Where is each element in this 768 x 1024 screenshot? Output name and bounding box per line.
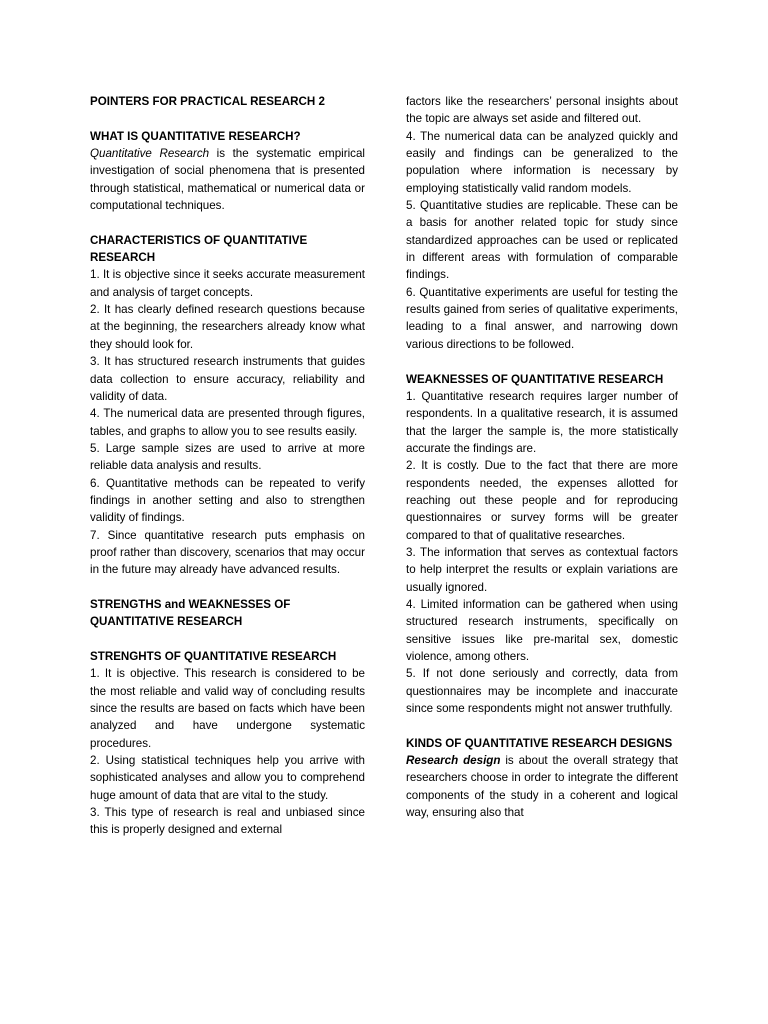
strength-item: 6. Quantitative experiments are useful for testing the results gained from series of qualitative experiments, leading to a final answer, and narrowing down various directions to be followed.	[406, 285, 678, 351]
research-design-paragraph	[406, 752, 678, 821]
characteristic-item: 7. Since quantitative research puts emphasis on proof rather than discovery, scenarios that may occur in the future may already have advanced results.	[90, 528, 365, 577]
characteristic-item: 2. It has clearly defined research questions because at the beginning, the researchers already know what they should look for.	[90, 303, 365, 351]
characteristic-item: 6. Quantitative methods can be repeated to verify findings in another setting and also to strengthen validity of findings.	[90, 476, 365, 525]
definition-text: is the systematic empirical investigation of social phenomena that is presented through statistical, mathematical or numerical data or computational techniques.	[90, 147, 365, 213]
characteristics-heading: CHARACTERISTICS OF QUANTITATIVE RESEARCH	[90, 233, 308, 265]
strengths-weaknesses-heading: STRENGTHS and WEAKNESSES OF QUANTITATIVE RESEARCH	[90, 597, 291, 629]
weakness-item: 5. If not done seriously and correctly, data from questionnaires may be incomplete and inaccurate since some respondents might not answer truthfully.	[406, 667, 678, 716]
weakness-item: 2. It is costly. Due to the fact that there are more respondents needed, the expenses allotted for reaching out these people and for reproducing questionnaires or survey forms will be greater compared to that of qualitative researches.	[406, 459, 678, 542]
strength-item: 4. The numerical data can be analyzed quickly and easily and findings can be generalized to the population where information is necessary by employing statistically valid random models.	[406, 129, 678, 195]
definition-paragraph	[90, 145, 365, 214]
strength-item-continued: factors like the researchers’ personal insights about the topic are always set aside and filtered out.	[406, 95, 678, 126]
characteristic-item: 1. It is objective since it seeks accurate measurement and analysis of target concepts.	[90, 268, 365, 299]
strength-item: 3. This type of research is real and unbiased since this is properly designed and external	[90, 806, 365, 837]
strength-item: 2. Using statistical techniques help you arrive with sophisticated analyses and allow you to comprehend huge amount of data that are vital to the study.	[90, 754, 365, 802]
strengths-heading: STRENGHTS OF QUANTITATIVE RESEARCH	[90, 650, 337, 663]
characteristic-item: 5. Large sample sizes are used to arrive at more reliable data analysis and results.	[90, 441, 365, 473]
characteristic-item: 3. It has structured research instruments that guides data collection to ensure accuracy, reliability and validity of data.	[90, 355, 365, 403]
characteristic-item: 4. The numerical data are presented through figures, tables, and graphs to allow you to see results easily.	[90, 407, 365, 438]
research-design-term: Research design	[406, 754, 501, 768]
left-column	[90, 93, 365, 839]
right-column	[406, 93, 678, 821]
strength-item: 5. Quantitative studies are replicable. These can be a basis for another related topic for study since standardized approaches can be used or replicated in different areas with formulation of comparable findings.	[406, 199, 678, 282]
weakness-item: 4. Limited information can be gathered when using structured research instruments, specifically on sensitive issues like pre-marital sex, domestic violence, among others.	[406, 597, 678, 663]
document-title: POINTERS FOR PRACTICAL RESEARCH 2	[90, 95, 325, 108]
weaknesses-heading: WEAKNESSES OF QUANTITATIVE RESEARCH	[406, 372, 664, 386]
strength-item: 1. It is objective. This research is considered to be the most reliable and valid way of concluding results since the results are based on facts which have been analyzed and have undergone systematic procedures.	[90, 667, 365, 750]
weakness-item: 1. Quantitative research requires larger number of respondents. In a qualitative research, it is assumed that the larger the sample is, the more statistically accurate the findings are.	[406, 389, 678, 455]
weakness-item: 3. The information that serves as contextual factors to help interpret the results or explain variations are usually ignored.	[406, 545, 678, 594]
research-design-text: is about the overall strategy that researchers choose in order to integrate the different components of the study in a coherent and logical way, ensuring also that	[406, 754, 678, 820]
kinds-heading: KINDS OF QUANTITATIVE RESEARCH DESIGNS	[406, 736, 673, 750]
definition-term: Quantitative Research	[90, 147, 210, 161]
what-is-heading: WHAT IS QUANTITATIVE RESEARCH?	[90, 129, 301, 143]
